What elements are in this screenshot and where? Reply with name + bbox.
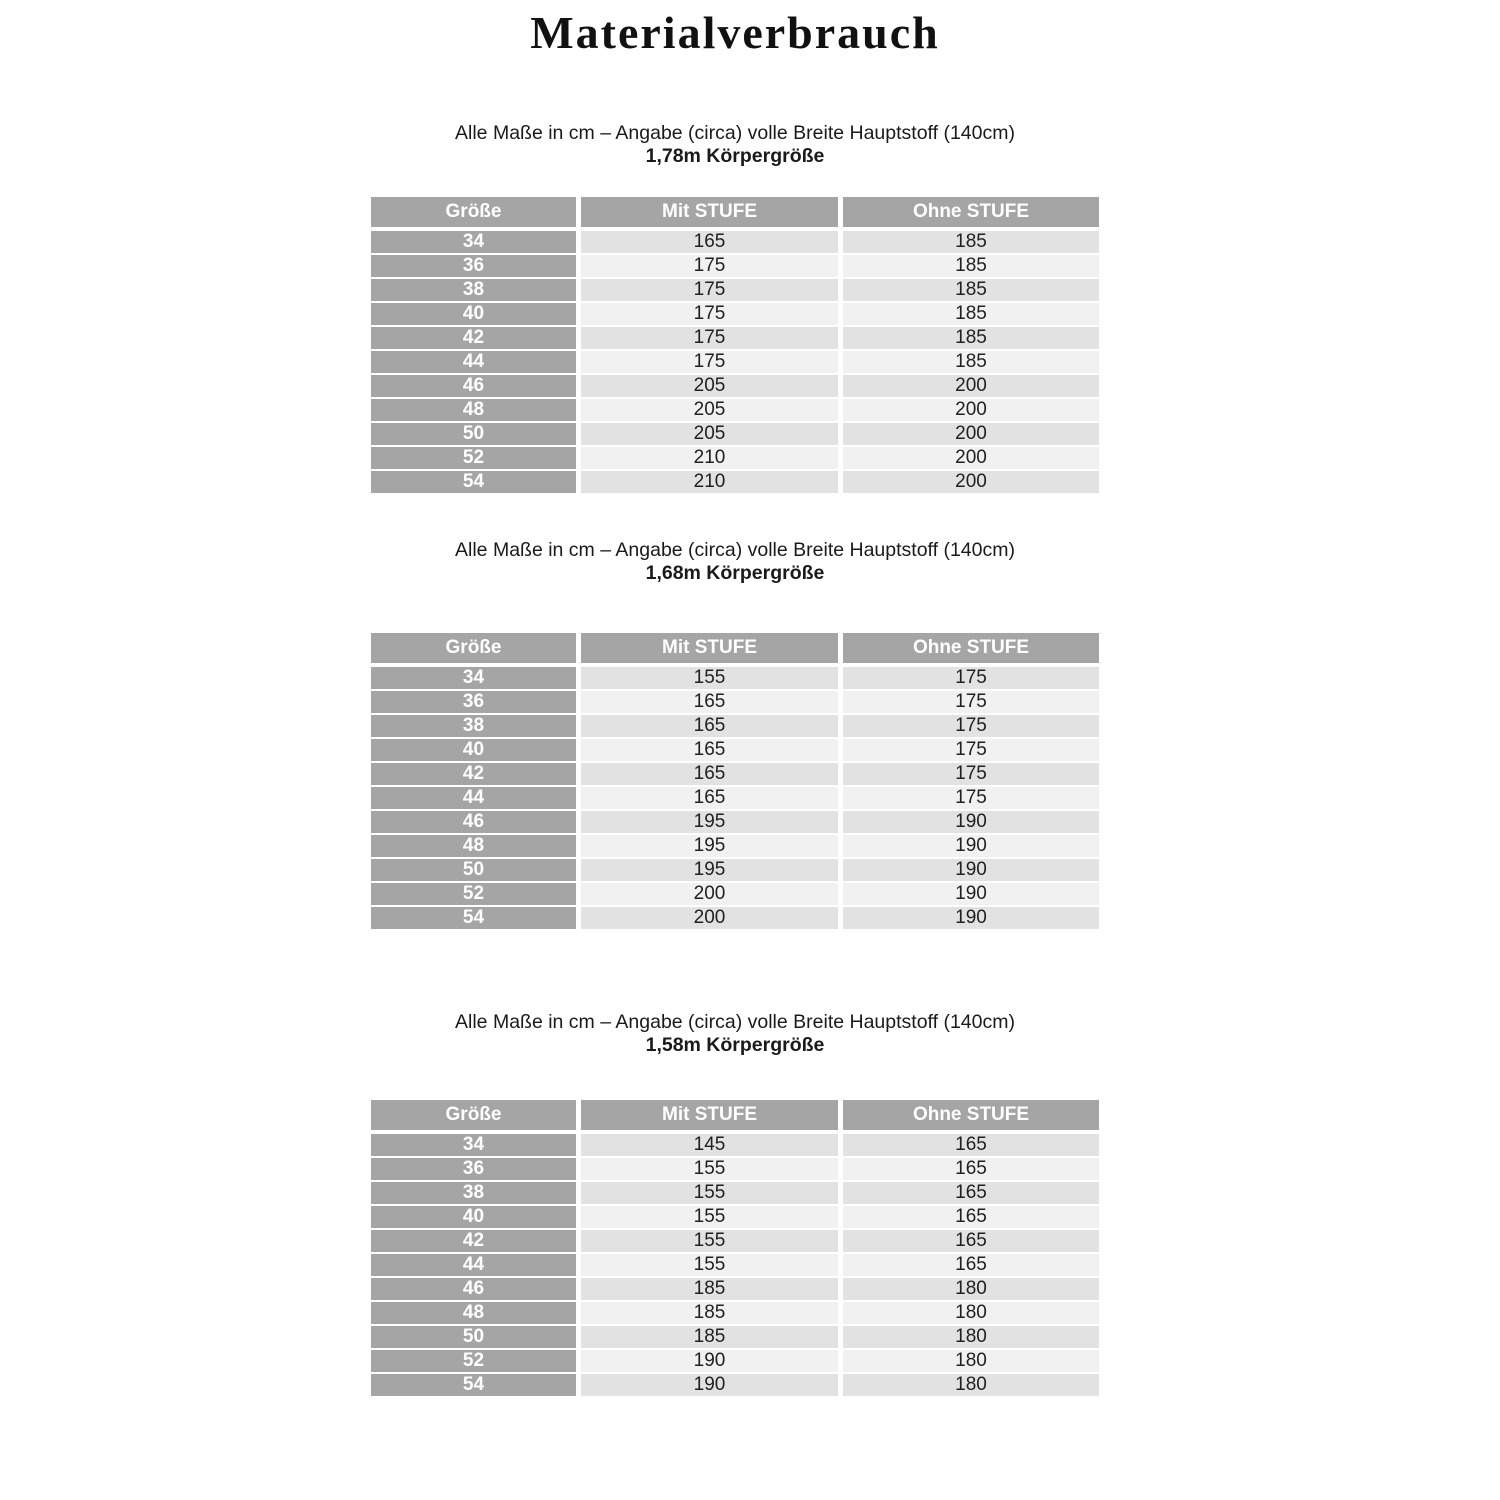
size-table (371, 633, 1099, 929)
value-cell: 155 (581, 667, 838, 689)
value-cell: 180 (843, 1302, 1099, 1324)
value-cell: 165 (581, 763, 838, 785)
value-cell: 175 (581, 327, 838, 349)
size-cell: 46 (371, 811, 576, 833)
value-cell: 165 (843, 1182, 1099, 1204)
value-cell: 205 (581, 399, 838, 421)
page-content (371, 0, 1099, 1500)
size-cell: 50 (371, 1326, 576, 1348)
value-cell: 165 (843, 1158, 1099, 1180)
value-cell: 175 (843, 739, 1099, 761)
value-cell: 195 (581, 835, 838, 857)
value-cell: 185 (581, 1326, 838, 1348)
value-cell: 205 (581, 423, 838, 445)
value-cell: 190 (843, 883, 1099, 905)
value-cell: 175 (843, 763, 1099, 785)
table-header-row (371, 197, 1099, 227)
value-cell: 200 (581, 907, 838, 929)
value-cell: 200 (843, 471, 1099, 493)
value-cell: 155 (581, 1254, 838, 1276)
value-cell: 175 (581, 351, 838, 373)
subtitle-body-height: 1,58m Körpergröße (645, 1034, 825, 1056)
value-cell: 175 (581, 303, 838, 325)
value-cell: 185 (581, 1278, 838, 1300)
value-cell: 190 (843, 811, 1099, 833)
size-cell: 46 (371, 375, 576, 397)
size-cell: 40 (371, 739, 576, 761)
value-cell: 190 (843, 859, 1099, 881)
value-cell: 180 (843, 1374, 1099, 1396)
value-cell: 190 (843, 835, 1099, 857)
value-cell: 185 (843, 303, 1099, 325)
value-cell: 200 (581, 883, 838, 905)
size-cell: 52 (371, 447, 576, 469)
value-cell: 185 (581, 1302, 838, 1324)
value-cell: 205 (581, 375, 838, 397)
size-cell: 54 (371, 471, 576, 493)
size-cell: 42 (371, 327, 576, 349)
value-cell: 180 (843, 1278, 1099, 1300)
value-cell: 190 (581, 1350, 838, 1372)
value-cell: 155 (581, 1206, 838, 1228)
value-cell: 165 (581, 715, 838, 737)
subtitle-measure-note: Alle Maße in cm – Angabe (circa) volle Breite Hauptstoff (140cm) (455, 122, 1015, 144)
column-header: Mit STUFE (581, 197, 838, 227)
value-cell: 165 (581, 691, 838, 713)
value-cell: 185 (843, 279, 1099, 301)
value-cell: 175 (843, 715, 1099, 737)
value-cell: 165 (843, 1206, 1099, 1228)
value-cell: 155 (581, 1182, 838, 1204)
size-cell: 36 (371, 255, 576, 277)
size-cell: 52 (371, 1350, 576, 1372)
size-cell: 34 (371, 667, 576, 689)
size-cell: 48 (371, 1302, 576, 1324)
column-header: Größe (371, 197, 576, 227)
size-cell: 34 (371, 231, 576, 253)
size-cell: 42 (371, 763, 576, 785)
value-cell: 175 (843, 691, 1099, 713)
size-cell: 50 (371, 423, 576, 445)
size-cell: 40 (371, 1206, 576, 1228)
column-header: Ohne STUFE (843, 633, 1099, 663)
size-cell: 34 (371, 1134, 576, 1156)
size-cell: 50 (371, 859, 576, 881)
value-cell: 185 (843, 327, 1099, 349)
value-cell: 165 (843, 1134, 1099, 1156)
size-cell: 36 (371, 691, 576, 713)
size-cell: 42 (371, 1230, 576, 1252)
size-cell: 38 (371, 1182, 576, 1204)
table-body (371, 231, 1099, 493)
value-cell: 165 (581, 231, 838, 253)
value-cell: 155 (581, 1158, 838, 1180)
table-header-row (371, 633, 1099, 663)
value-cell: 195 (581, 859, 838, 881)
size-cell: 48 (371, 835, 576, 857)
size-cell: 38 (371, 279, 576, 301)
column-header: Größe (371, 633, 576, 663)
subtitle-measure-note: Alle Maße in cm – Angabe (circa) volle Breite Hauptstoff (140cm) (455, 539, 1015, 561)
subtitle-body-height: 1,68m Körpergröße (645, 562, 825, 584)
value-cell: 185 (843, 255, 1099, 277)
size-cell: 36 (371, 1158, 576, 1180)
table-body (371, 667, 1099, 929)
value-cell: 185 (843, 231, 1099, 253)
column-header: Größe (371, 1100, 576, 1130)
table-subtitle (371, 1011, 1099, 1057)
size-cell: 52 (371, 883, 576, 905)
size-table (371, 1100, 1099, 1396)
value-cell: 200 (843, 423, 1099, 445)
column-header: Mit STUFE (581, 633, 838, 663)
value-cell: 180 (843, 1350, 1099, 1372)
column-header: Ohne STUFE (843, 197, 1099, 227)
value-cell: 200 (843, 375, 1099, 397)
value-cell: 200 (843, 447, 1099, 469)
value-cell: 165 (581, 739, 838, 761)
subtitle-measure-note: Alle Maße in cm – Angabe (circa) volle Breite Hauptstoff (140cm) (455, 1011, 1015, 1033)
value-cell: 180 (843, 1326, 1099, 1348)
size-cell: 44 (371, 787, 576, 809)
value-cell: 145 (581, 1134, 838, 1156)
value-cell: 210 (581, 447, 838, 469)
value-cell: 175 (843, 787, 1099, 809)
column-header: Mit STUFE (581, 1100, 838, 1130)
value-cell: 190 (843, 907, 1099, 929)
size-cell: 44 (371, 351, 576, 373)
column-header: Ohne STUFE (843, 1100, 1099, 1130)
value-cell: 155 (581, 1230, 838, 1252)
table-subtitle (371, 122, 1099, 168)
size-cell: 46 (371, 1278, 576, 1300)
size-cell: 44 (371, 1254, 576, 1276)
value-cell: 165 (581, 787, 838, 809)
value-cell: 165 (843, 1254, 1099, 1276)
size-cell: 54 (371, 907, 576, 929)
size-cell: 54 (371, 1374, 576, 1396)
page-title: Materialverbrauch (530, 7, 940, 58)
value-cell: 165 (843, 1230, 1099, 1252)
value-cell: 185 (843, 351, 1099, 373)
size-cell: 48 (371, 399, 576, 421)
value-cell: 200 (843, 399, 1099, 421)
value-cell: 210 (581, 471, 838, 493)
size-cell: 38 (371, 715, 576, 737)
size-table (371, 197, 1099, 493)
table-subtitle (371, 539, 1099, 585)
size-cell: 40 (371, 303, 576, 325)
table-body (371, 1134, 1099, 1396)
value-cell: 190 (581, 1374, 838, 1396)
subtitle-body-height: 1,78m Körpergröße (645, 145, 825, 167)
value-cell: 175 (581, 255, 838, 277)
value-cell: 175 (843, 667, 1099, 689)
value-cell: 175 (581, 279, 838, 301)
table-header-row (371, 1100, 1099, 1130)
value-cell: 195 (581, 811, 838, 833)
